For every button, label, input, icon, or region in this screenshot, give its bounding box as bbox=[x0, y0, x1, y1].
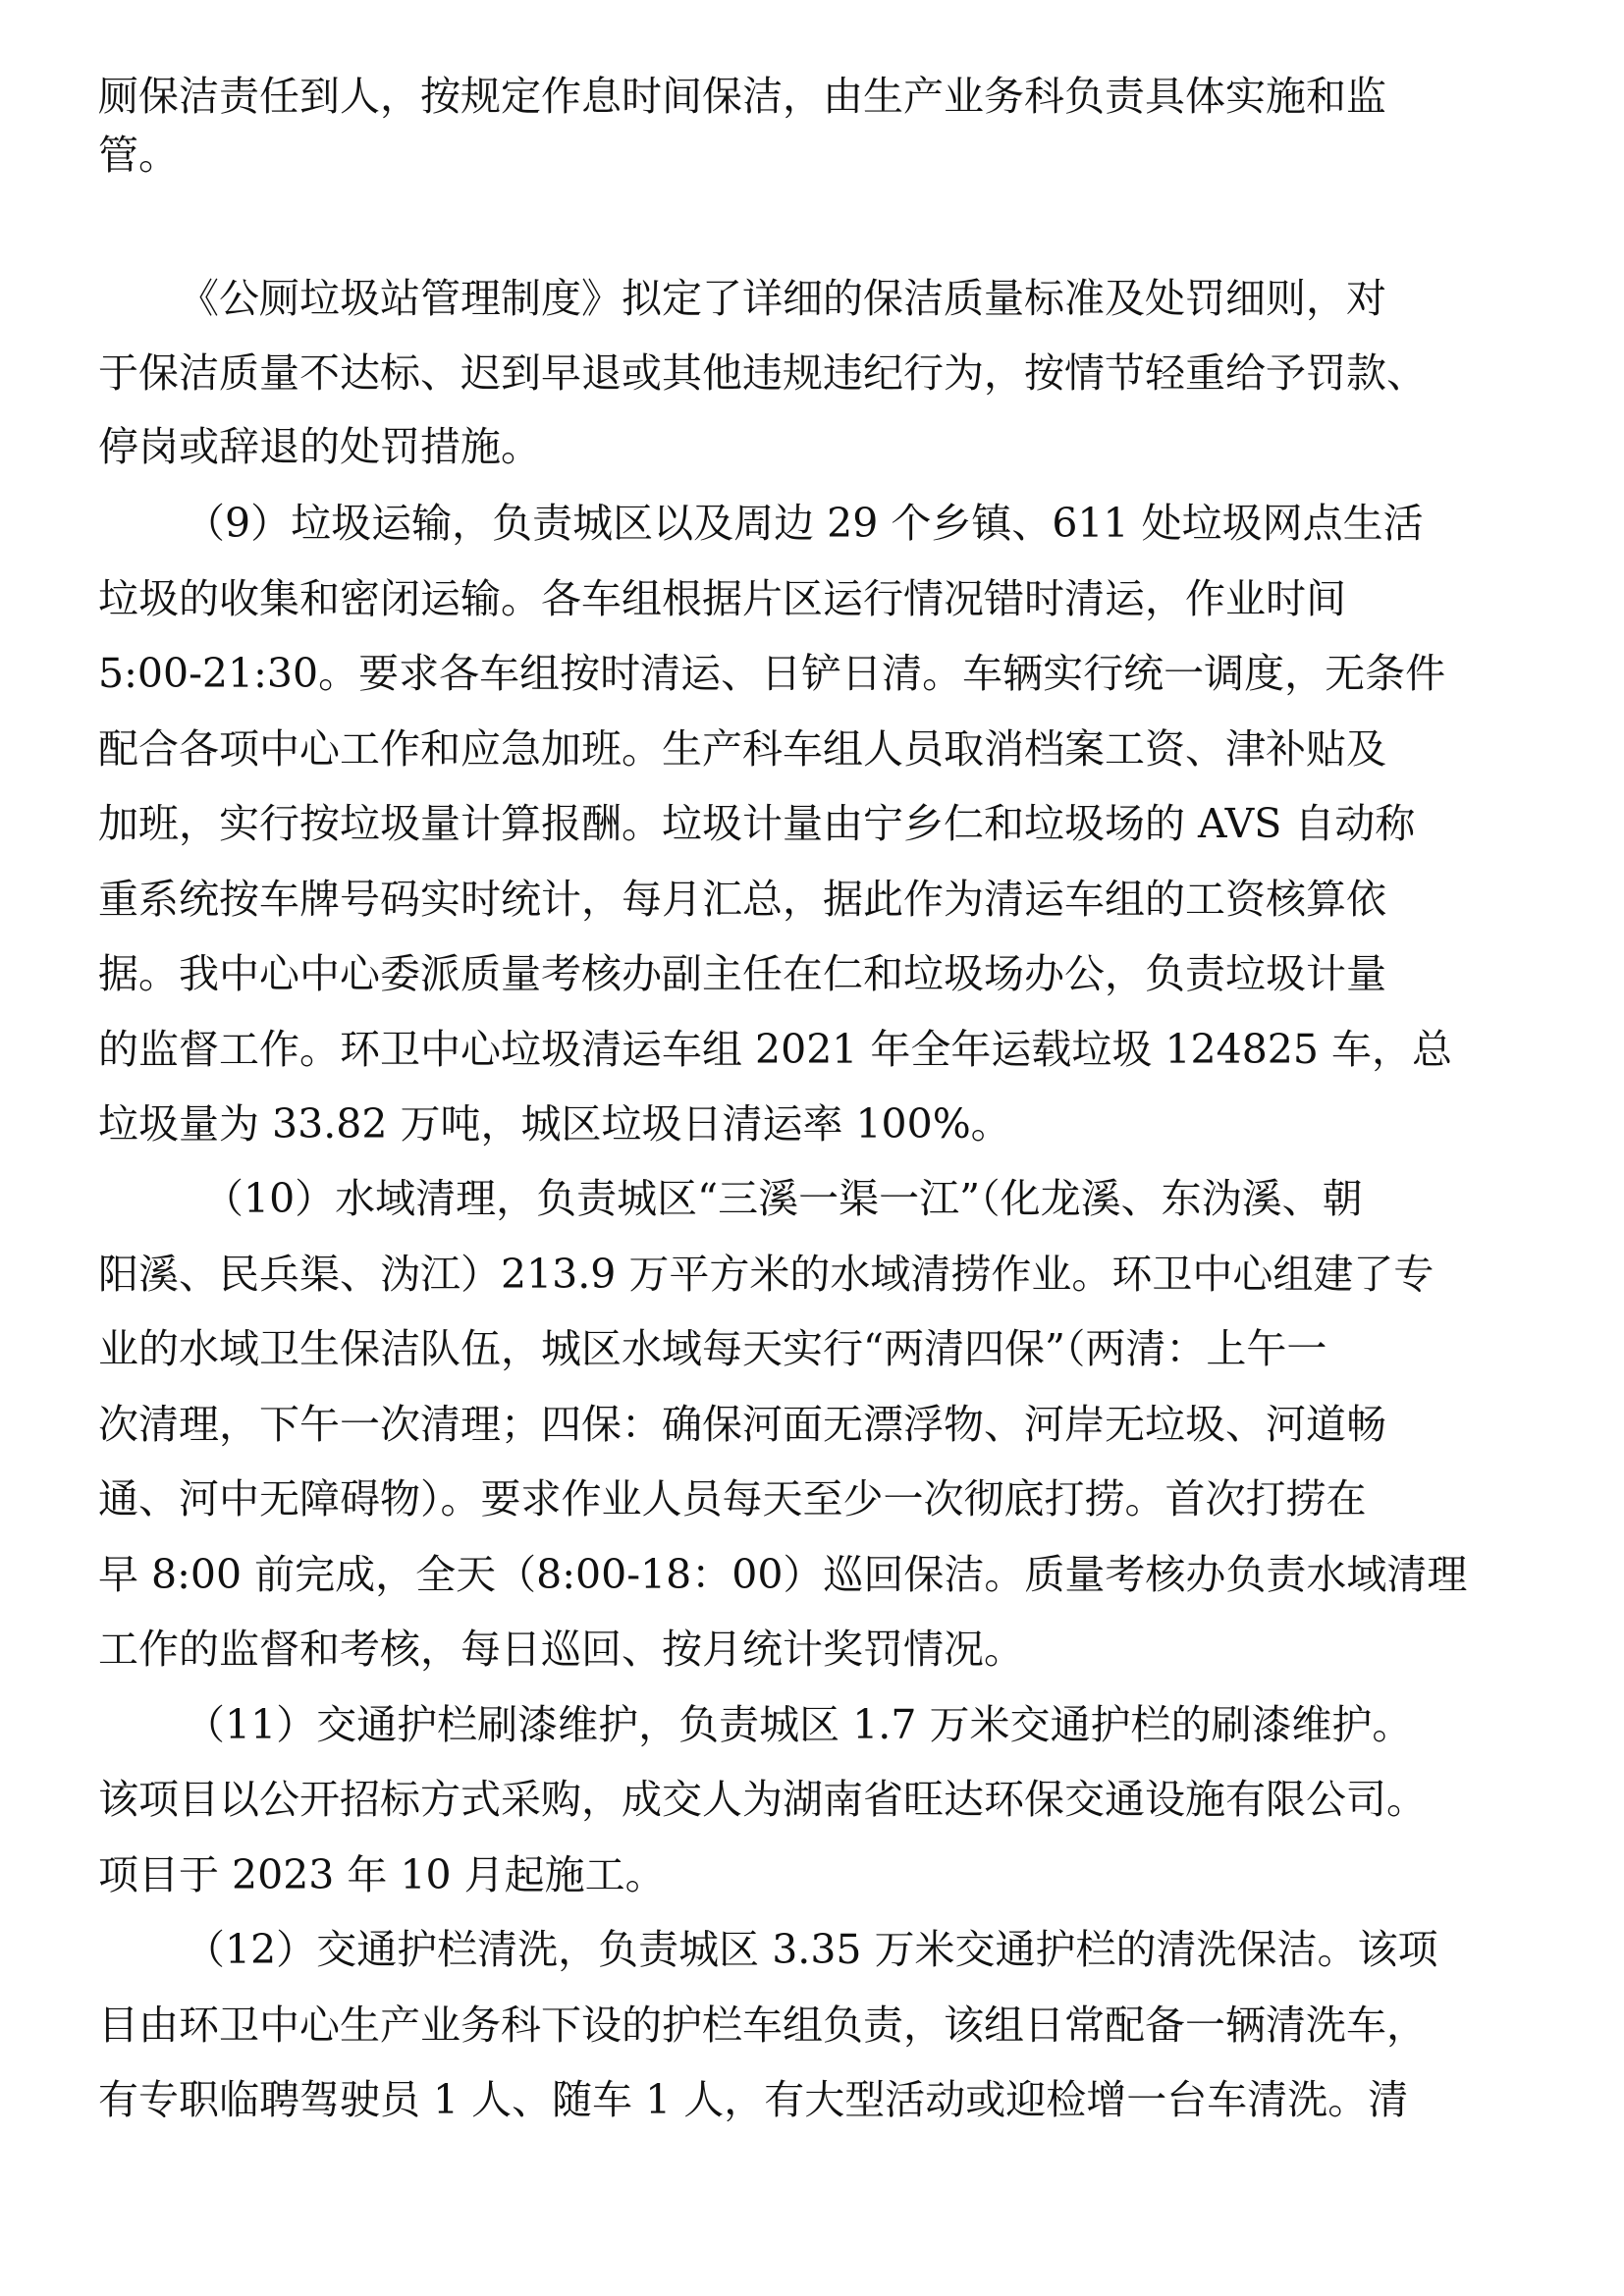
text-line: 次清理，下午一次清理；四保：确保河面无漂浮物、河岸无垃圾、河道畅 bbox=[98, 1401, 1386, 1448]
text-line: 有专职临聘驾驶员 1 人、随车 1 人，有大型活动或迎检增一台车清洗。清 bbox=[98, 2076, 1409, 2123]
text-line: 通、河中无障碍物）。要求作业人员每天至少一次彻底打捞。首次打捞在 bbox=[98, 1475, 1367, 1522]
text-line: （10）水域清理，负责城区“三溪一渠一江”（化龙溪、东沩溪、朝 bbox=[203, 1175, 1363, 1222]
text-line: 垃圾的收集和密闭运输。各车组根据片区运行情况错时清运，作业时间 bbox=[98, 575, 1346, 622]
text-line: （12）交通护栏清洗，负责城区 3.35 万米交通护栏的清洗保洁。该项 bbox=[185, 1926, 1438, 1973]
text-line: （9）垃圾运输，负责城区以及周边 29 个乡镇、611 处垃圾网点生活 bbox=[185, 500, 1424, 547]
text-line: 的监督工作。环卫中心垃圾清运车组 2021 年全年运载垃圾 124825 车，总 bbox=[98, 1026, 1452, 1073]
text-line: 项目于 2023 年 10 月起施工。 bbox=[98, 1851, 666, 1898]
text-line: 阳溪、民兵渠、沩江）213.9 万平方米的水域清捞作业。环卫中心组建了专 bbox=[98, 1251, 1435, 1298]
text-line: 厕保洁责任到人，按规定作息时间保洁，由生产业务科负责具体实施和监 bbox=[98, 73, 1386, 120]
text-line: 重系统按车牌号码实时统计，每月汇总，据此作为清运车组的工资核算依 bbox=[98, 876, 1386, 923]
text-line: 据。我中心中心委派质量考核办副主任在仁和垃圾场办公，负责垃圾计量 bbox=[98, 950, 1386, 997]
text-line: （11）交通护栏刷漆维护，负责城区 1.7 万米交通护栏的刷漆维护。 bbox=[185, 1701, 1413, 1748]
text-line: 垃圾量为 33.82 万吨，城区垃圾日清运率 100%。 bbox=[98, 1100, 1011, 1148]
text-line: 工作的监督和考核，每日巡回、按月统计奖罚情况。 bbox=[98, 1626, 1024, 1673]
text-line: 该项目以公开招标方式采购，成交人为湖南省旺达环保交通设施有限公司。 bbox=[98, 1776, 1427, 1823]
text-line: 《公厕垃圾站管理制度》拟定了详细的保洁质量标准及处罚细则，对 bbox=[179, 275, 1386, 322]
text-line: 业的水域卫生保洁队伍，城区水域每天实行“两清四保”（两清：上午一 bbox=[98, 1325, 1327, 1372]
text-line: 停岗或辞退的处罚措施。 bbox=[98, 423, 541, 470]
text-line: 早 8:00 前完成，全天（8:00-18：00）巡回保洁。质量考核办负责水域清理 bbox=[98, 1551, 1468, 1598]
text-line: 管。 bbox=[98, 132, 179, 179]
text-line: 配合各项中心工作和应急加班。生产科车组人员取消档案工资、津补贴及 bbox=[98, 725, 1386, 773]
text-line: 于保洁质量不达标、迟到早退或其他违规违纪行为，按情节轻重给予罚款、 bbox=[98, 349, 1427, 397]
text-line: 加班，实行按垃圾量计算报酬。垃圾计量由宁乡仁和垃圾场的 AVS 自动称 bbox=[98, 800, 1416, 847]
text-line: 5:00-21:30。要求各车组按时清运、日铲日清。车辆实行统一调度，无条件 bbox=[98, 650, 1446, 697]
text-line: 目由环卫中心生产业务科下设的护栏车组负责，该组日常配备一辆清洗车， bbox=[98, 2002, 1427, 2049]
